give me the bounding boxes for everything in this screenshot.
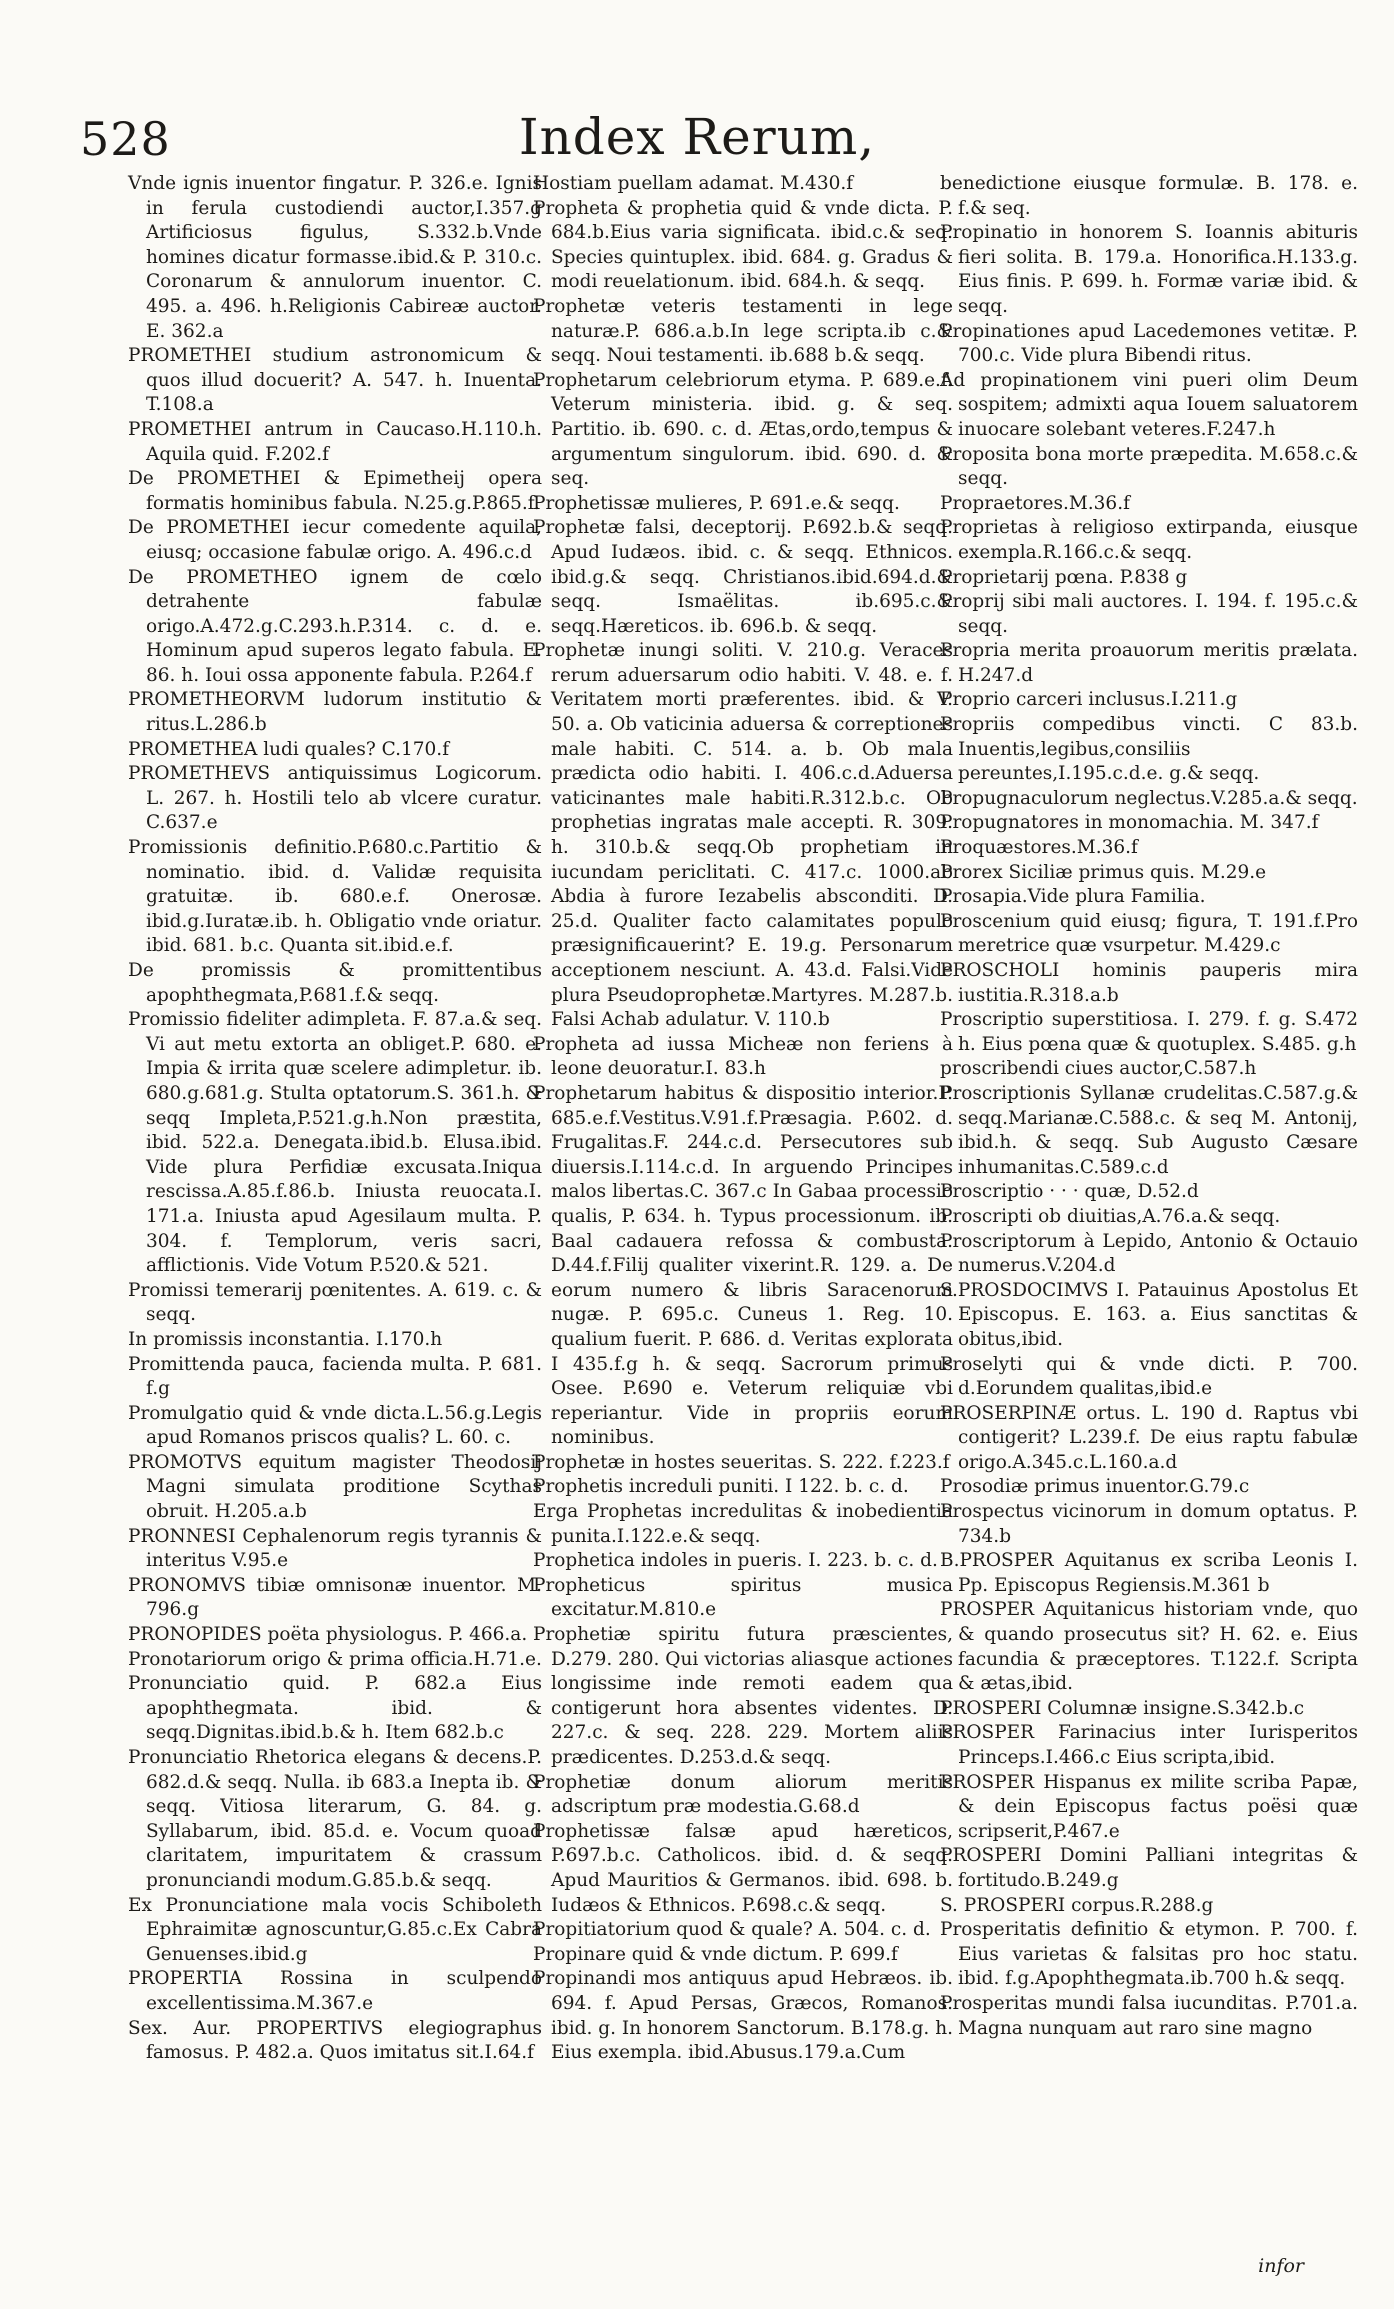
index-entry: De PROMETHEI iecur comedente aquila, eiusq; occasione fabulæ origo. A. 496.c.d [128,517,542,563]
index-entry: PROSPER Farinacius inter Iurisperitos Princeps.I.466.c Eius scripta,ibid. [940,1722,1358,1768]
index-entry: PROMETHEI antrum in Caucaso.H.110.h. Aquila quid. F.202.f [128,418,542,465]
catchword: infor [1258,2255,1304,2277]
index-entry: Prophetæ falsi, deceptorij. P.692.b.& seqq. Apud Iudæos. ibid. c. & seqq. Ethnicos. ibid.g.& seqq. Christianos.ibid.694.d.& seqq. Ismaëlitas. ib.695.c.& seqq.Hæreticos. ib. 696.b. & seqq. [533,517,953,637]
index-entry: Prophetæ in hostes seueritas. S. 222. f.223.f [533,1451,950,1473]
left-column [128,172,542,2066]
index-entry: Prophetæ veteris testamenti in lege naturæ.P. 686.a.b.In lege scripta.ib c.& seqq. Noui testamenti. ib.688 b.& seqq. [533,295,953,367]
index-entry: Proprietas à religioso extirpanda, eiusque exempla.R.166.c.& seqq. [940,517,1358,563]
index-entry: Propinatio in honorem S. Ioannis abituris fieri solita. B. 179.a. Honorifica.H.133.g. Eius finis. P. 699. h. Formæ variæ ibid. & seqq. [940,222,1358,317]
index-entry: Prophetarum celebriorum etyma. P. 689.e.f. Veterum ministeria. ibid. g. & seq. Partitio. ib. 690. c. d. Ætas,ordo,tempus & argumentum singulorum. ibid. 690. d. & seq. [533,369,953,490]
middle-column [533,172,953,2066]
index-entry: PRONOPIDES poëta physiologus. P. 466.a. [128,1624,528,1646]
index-entry: Prospectus vicinorum in domum optatus. P. 734.b [940,1501,1358,1547]
index-entry: Proscriptorum à Lepido, Antonio & Octauio numerus.V.204.d [940,1230,1358,1277]
index-entry: Propria merita proauorum meritis prælata. H.247.d [940,640,1358,686]
index-entry: Propheta & prophetia quid & vnde dicta. P. 684.b.Eius varia significata. ibid.c.& seq. Species quintuplex. ibid. 684. g. Gradus & modi reuelationum. ibid. 684.h. & seqq. [533,197,953,293]
index-entry: Prorex Siciliæ primus quis. M.29.e [940,861,1267,883]
index-entry: PROSERPINÆ ortus. L. 190 d. Raptus vbi contigerit? L.239.f. De eius raptu fabulæ origo.A.345.c.L.160.a.d [940,1402,1358,1473]
index-entry: Propitiatorium quod & quale? A. 504. c. d. [533,1919,931,1941]
index-entry: Prophetica indoles in pueris. I. 223. b. c. d. [533,1550,938,1572]
index-entry: Pronunciatio Rhetorica elegans & decens.P. 682.d.& seqq. Nulla. ib 683.a Inepta ib. & seqq. Vitiosa literarum, G. 84. g. Syllabarum, ibid. 85.d. e. Vocum quoad claritatem, impuritatem & crassum pronunciandi modum.G.85.b.& seqq. [128,1747,542,1891]
index-entry: Prophetissæ mulieres, P. 691.e.& seqq. [533,492,900,514]
index-entry: De promissis & promittentibus apophthegmata,P.681.f.& seqq. [128,960,542,1006]
index-entry: Prophetæ inungi soliti. V. 210.g. Veraces rerum aduersarum odio habiti. V. 48. e. f. Veritatem morti præferentes. ibid. & V. 50. a. Ob vaticinia aduersa & correptiones male habiti. C. 514. a. b. Ob mala prædicta odio habiti. I. 406.c.d.Aduersa vaticinantes male habiti.R.312.b.c. Ob prophetias ingratas male accepti. R. 309. h. 310.b.& seqq.Ob prophetiam in iucundam periclitati. C. 417.c. 1000.ab Abdia à furore Iezabelis absconditi. D. 25.d. Qualiter facto calamitates populo præsignificauerint? E. 19.g. Personarum acceptionem nesciunt. A. 43.d. Falsi.Vide plura Pseudoprophetæ.Martyres. M.287.b. Falsi Achab adulatur. V. 110.b [533,640,953,1031]
index-entry: Promissi temerarij pœnitentes. A. 619. c. & seqq. [128,1279,542,1326]
index-entry: Propinare quid & vnde dictum. P. 699.f [533,1943,898,1965]
index-entry: De PROMETHEO ignem de cœlo detrahente fabulæ origo.A.472.g.C.293.h.P.314. c. d. e. Hominum apud superos legato fabula. E. 86. h. Ioui ossa apponente fabula. P.264.f [128,566,542,686]
right-column [940,172,1358,2041]
index-entry: Promulgatio quid & vnde dicta.L.56.g.Legis apud Romanos priscos qualis? L. 60. c. [128,1402,542,1449]
index-entry: Prophetissæ falsæ apud hæreticos, P.697.b.c. Catholicos. ibid. d. & seqq. Apud Mauritios & Germanos. ibid. 698. b. Iudæos & Ethnicos. P.698.c.& seqq. [533,1820,953,1916]
index-entry: PROMETHEA ludi quales? C.170.f [128,738,450,760]
index-entry: Prophetis increduli puniti. I 122. b. c. d. [533,1476,909,1498]
page-number: 528 [80,112,171,166]
index-entry: Propheticus spiritus musica excitatur.M.810.e [533,1574,953,1621]
index-entry: PRONNESI Cephalenorum regis tyrannis & interitus V.95.e [128,1525,542,1572]
index-entry: PROSPERI Columnæ insigne.S.342.b.c [940,1697,1305,1719]
index-entry: Hostiam puellam adamat. M.430.f [533,173,854,194]
index-entry: PROSPER Hispanus ex milite scriba Papæ, & dein Episcopus factus poësi quæ scripserit,P.467.e [940,1771,1358,1842]
index-entry: Ex Pronunciatione mala vocis Schiboleth Ephraimitæ agnoscuntur,G.85.c.Ex Cabra Genuenses.ibid.g [128,1894,542,1965]
index-entry: Propinandi mos antiquus apud Hebræos. ib. 694. f. Apud Persas, Græcos, Romanos. ibid. g. In honorem Sanctorum. B.178.g. h. Eius exempla. ibid.Abusus.179.a.Cum [533,1968,953,2064]
index-entry: Proscenium quid eiusq; figura, T. 191.f.Pro meretrice quæ vsurpetur. M.429.c [940,910,1358,957]
index-entry: De PROMETHEI & Epimetheij opera formatis hominibus fabula. N.25.g.P.865.f. [128,468,542,514]
index-entry: benedictione eiusque formulæ. B. 178. e. f.& seq. [940,173,1358,219]
running-head: Index Rerum, [518,108,876,166]
index-entry: Propugnaculorum neglectus.V.285.a.& seqq. [940,787,1358,809]
index-entry: Vnde ignis inuentor fingatur. P. 326.e. Ignis in ferula custodiendi auctor,I.357.g Artificiosus figulus, S.332.b.Vnde homines dicatur formasse.ibid.& P. 310.c. Coronarum & annulorum inuentor. C. 495. a. 496. h.Religionis Cabireæ auctor. E. 362.a [128,173,542,342]
index-entry: Propriis compedibus vincti. C 83.b. Inuentis,legibus,consiliis pereuntes,I.195.c.d.e. g.& seqq. [940,714,1358,785]
index-entry: Proquæstores.M.36.f [940,837,1138,859]
index-entry: Pronotariorum origo & prima officia.H.71.e. [128,1648,542,1670]
index-entry: Erga Prophetas incredulitas & inobedientia punita.I.122.e.& seqq. [533,1501,953,1547]
index-entry: Sex. Aur. PROPERTIVS elegiographus famosus. P. 482.a. Quos imitatus sit.I.64.f [128,2017,542,2064]
index-entry: PROMETHEI studium astronomicum & quos illud docuerit? A. 547. h. Inuenta. T.108.a [128,345,542,416]
index-entry: Proprietarij pœna. P.838 g [940,566,1188,588]
index-entry: Proscriptio superstitiosa. I. 279. f. g. S.472 h. Eius pœna quæ & quotuplex. S.485. g.h [940,1009,1358,1055]
index-entry: PROSPERI Domini Palliani integritas & fortitudo.B.249.g [940,1845,1358,1891]
index-entry: proscribendi ciues auctor,C.587.h [940,1058,1257,1080]
index-entry: PROMETHEORVM ludorum institutio & ritus.L.286.b [128,689,542,736]
index-entry: Prosodiæ primus inuentor.G.79.c [940,1476,1250,1498]
index-entry: PROMOTVS equitum magister Theodosij Magni simulata proditione Scythas obruit. H.205.a.b [128,1451,542,1523]
index-entry: Proposita bona morte præpedita. M.658.c.& seqq. [940,443,1358,490]
index-entry: Prophetiæ spiritu futura præscientes, D.279. 280. Qui victorias aliasque actiones longissime inde remoti eadem qua contigerunt hora absentes videntes. D. 227.c. & seq. 228. 229. Mortem aliis prædicentes. D.253.d.& seqq. [533,1624,953,1768]
index-entry: PROPERTIA Rossina in sculpendo excellentissima.M.367.e [128,1968,542,2014]
index-entry: Proscripti ob diuitias,A.76.a.& seqq. [940,1205,1281,1227]
index-entry: Ad propinationem vini pueri olim Deum sospitem; admixti aqua Iouem saluatorem inuocare solebant veteres.F.247.h [940,369,1358,440]
index-entry: Prophetiæ donum aliorum meritis adscriptum præ modestia.G.68.d [533,1771,953,1818]
index-entry: In promissis inconstantia. I.170.h [128,1328,443,1350]
index-entry: Proscriptio · · · quæ, D.52.d [940,1181,1199,1203]
index-entry: S.PROSDOCIMVS I. Patauinus Apostolus Et Episcopus. E. 163. a. Eius sanctitas & obitus,ibid. [940,1279,1358,1350]
index-entry: Promissio fideliter adimpleta. F. 87.a.& seq. Vi aut metu extorta an obliget.P. 680. e. Impia & irrita quæ scelere adimpletur. ib. 680.g.681.g. Stulta optatorum.S. 361.h. & seqq Impleta,P.521.g.h.Non præstita, ibid. 522.a. Denegata.ibid.b. Elusa.ibid. Vide plura Perfidiæ excusata.Iniqua rescissa.A.85.f.86.b. Iniusta reuocata.I. 171.a. Iniusta apud Agesilaum multa. P. 304. f. Templorum, veris sacri, afflictionis. Vide Votum P.520.& 521. [128,1009,542,1277]
index-entry: Prosperitatis definitio & etymon. P. 700. f. Eius varietas & falsitas pro hoc statu. ibid. f.g.Apophthegmata.ib.700 h.& seqq. [940,1919,1358,1990]
index-entry: PROSPER Aquitanicus historiam vnde, quo & quando prosecutus sit? H. 62. e. Eius facundia & præceptores. T.122.f. Scripta & ætas,ibid. [940,1599,1358,1695]
index-entry: Propinationes apud Lacedemones vetitæ. P. 700.c. Vide plura Bibendi ritus. [940,320,1358,367]
index-entry: Proselyti qui & vnde dicti. P. 700. d.Eorundem qualitas,ibid.e [940,1353,1358,1400]
index-entry: S. PROSPERI corpus.R.288.g [940,1894,1214,1916]
index-entry: Proscriptionis Syllanæ crudelitas.C.587.g.& seqq.Marianæ.C.588.c. & seq M. Antonij, ibid.h. & seqq. Sub Augusto Cæsare inhumanitas.C.589.c.d [940,1082,1358,1178]
index-entry: Proprio carceri inclusus.I.211.g [940,689,1238,711]
index-entry: Propugnatores in monomachia. M. 347.f [940,812,1319,834]
index-entry: Promittenda pauca, facienda multa. P. 681. f.g [128,1353,542,1400]
index-entry: B.PROSPER Aquitanus ex scriba Leonis I. Pp. Episcopus Regiensis.M.361 b [940,1550,1358,1596]
index-entry: Propheta ad iussa Micheæ non feriens à leone deuoratur.I. 83.h [533,1033,953,1080]
index-entry: Promissionis definitio.P.680.c.Partitio & nominatio. ibid. d. Validæ requisita gratuitæ. ib. 680.e.f. Onerosæ. ibid.g.Iuratæ.ib. h. Obligatio vnde oriatur. ibid. 681. b.c. Quanta sit.ibid.e.f. [128,837,542,957]
index-entry: PROSCHOLI hominis pauperis mira iustitia.R.318.a.b [940,960,1358,1006]
index-entry: Prosperitas mundi falsa iucunditas. P.701.a. Magna nunquam aut raro sine magno [940,1992,1358,2039]
index-entry: Prosapia.Vide plura Familia. [940,886,1206,908]
index-entry: Pronunciatio quid. P. 682.a Eius apophthegmata. ibid. & seqq.Dignitas.ibid.b.& h. Item 682.b.c [128,1673,542,1744]
index-entry: Propraetores.M.36.f [940,492,1130,514]
index-entry: PROMETHEVS antiquissimus Logicorum. L. 267. h. Hostili telo ab vlcere curatur. C.637.e [128,763,542,834]
index-entry: PRONOMVS tibiæ omnisonæ inuentor. M. 796.g [128,1574,542,1621]
index-entry: Prophetarum habitus & dispositio interior.P. 685.e.f.Vestitus.V.91.f.Præsagia. P.602. d. Frugalitas.F. 244.c.d. Persecutores sub diuersis.I.114.c.d. In arguendo Principes malos libertas.C. 367.c In Gabaa processio qualis, P. 634. h. Typus processionum. ib. Baal cadauera refossa & combusta. D.44.f.Filij qualiter vixerint.R. 129. a. De eorum numero & libris Saracenorum nugæ. P. 695.c. Cuneus 1. Reg. 10. qualium fuerit. P. 686. d. Veritas explorata I 435.f.g h. & seqq. Sacrorum primus Osee. P.690 e. Veterum reliquiæ vbi reperiantur. Vide in propriis eorum nominibus. [533,1082,953,1449]
index-entry: Proprij sibi mali auctores. I. 194. f. 195.c.& seqq. [940,591,1358,637]
